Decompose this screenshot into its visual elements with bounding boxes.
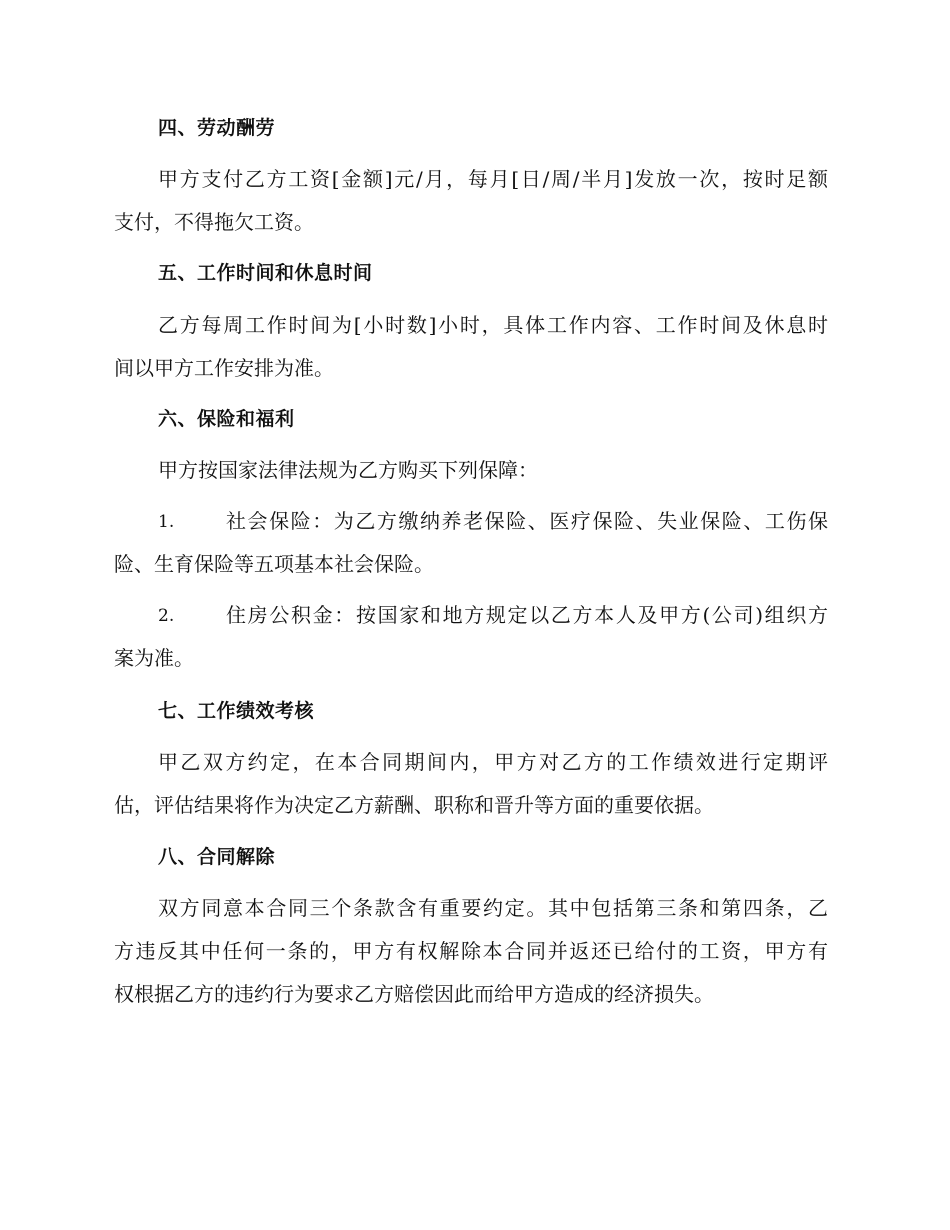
section-heading-labor-pay: 四、劳动酬劳 [158, 117, 276, 139]
section-heading-contract-termination: 八、合同解除 [158, 846, 276, 868]
paragraph-line: 双方同意本合同三个条款含有重要约定。其中包括第三条和第四条，乙 [158, 896, 828, 920]
section-heading-work-hours: 五、工作时间和休息时间 [158, 262, 373, 284]
paragraph-line: 甲方支付乙方工资[金额]元/月，每月[日/周/半月]发放一次，按时足额 [158, 167, 828, 191]
list-item-line: 案为准。 [114, 646, 194, 670]
paragraph-line: 间以甲方工作安排为准。 [114, 356, 334, 380]
section-heading-performance-review: 七、工作绩效考核 [158, 700, 315, 722]
list-item-line: 社会保险：为乙方缴纳养老保险、医疗保险、失业保险、工伤保 [226, 509, 828, 533]
list-item-line: 住房公积金：按国家和地方规定以乙方本人及甲方(公司)组织方 [226, 603, 828, 627]
paragraph-line: 甲乙双方约定，在本合同期间内，甲方对乙方的工作绩效进行定期评 [158, 750, 828, 774]
section-heading-insurance-benefits: 六、保险和福利 [158, 408, 295, 430]
paragraph-line: 甲方按国家法律法规为乙方购买下列保障： [158, 458, 538, 482]
list-item-line: 险、生育保险等五项基本社会保险。 [114, 552, 434, 576]
paragraph-line: 方违反其中任何一条的，甲方有权解除本合同并返还已给付的工资，甲方有 [114, 939, 828, 963]
paragraph-line: 权根据乙方的违约行为要求乙方赔偿因此而给甲方造成的经济损失。 [114, 982, 714, 1006]
list-item-number: 2. [158, 606, 175, 626]
paragraph-line: 乙方每周工作时间为[小时数]小时，具体工作内容、工作时间及休息时 [158, 313, 828, 337]
list-item-number: 1. [158, 512, 175, 532]
paragraph-line: 估，评估结果将作为决定乙方薪酬、职称和晋升等方面的重要依据。 [114, 793, 714, 817]
paragraph-line: 支付，不得拖欠工资。 [114, 210, 314, 234]
